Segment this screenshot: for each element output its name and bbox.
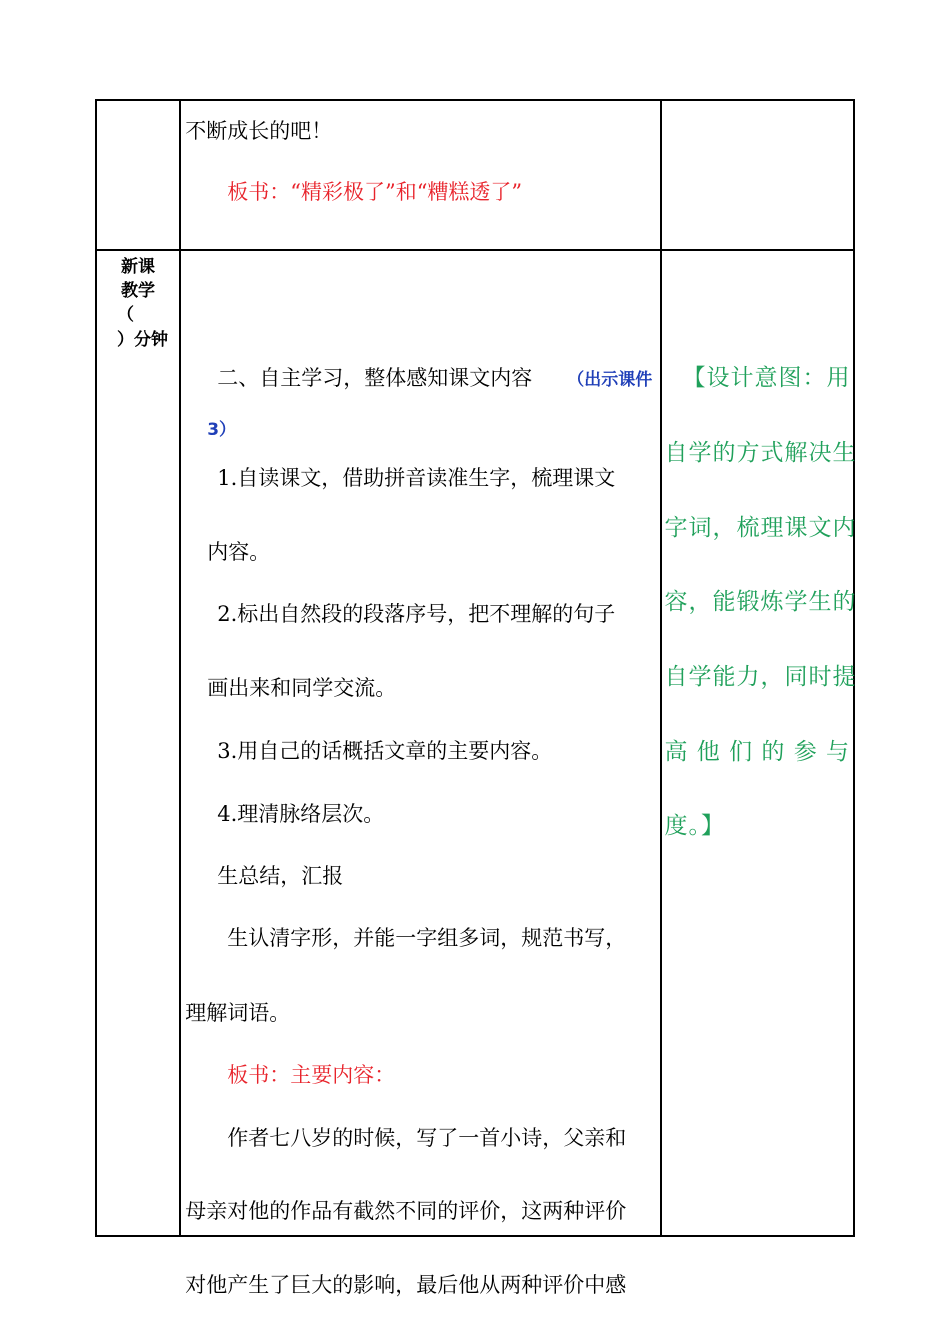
design-intent-line3: 字词，梳理课文内 (664, 515, 857, 541)
lesson-plan-table (95, 99, 857, 1297)
student-words-line2: 理解词语。 (185, 1001, 291, 1025)
table-row (96, 250, 854, 1236)
stage-cell-empty (96, 100, 180, 250)
step2-line2: 画出来和同学交流。 (207, 676, 397, 700)
stage-label-line2: 教学 (121, 281, 155, 301)
step4: 4.理清脉络层次。 (217, 802, 385, 826)
stage-label-line3: （ (117, 305, 134, 325)
summary-line1: 作者七八岁的时候，写了一首小诗，父亲和 (227, 1126, 627, 1150)
step1-line1: 1.自读课文，借助拼音读准生字，梳理课文 (217, 466, 616, 490)
design-cell-empty (661, 100, 854, 250)
board-main-content: 板书：主要内容： (227, 1063, 396, 1087)
student-summary: 生总结，汇报 (217, 864, 344, 888)
content-cell (180, 100, 661, 250)
courseware-ref-cont: 3） (207, 420, 237, 440)
student-words-line1: 生认清字形，并能一字组多词，规范书写， (227, 926, 627, 950)
step1-line2: 内容。 (207, 540, 271, 564)
section-title: 二、自主学习，整体感知课文内容 (217, 366, 533, 390)
design-intent-line2: 自学的方式解决生 (664, 440, 857, 466)
summary-line3: 对他产生了巨大的影响，最后他从两种评价中感 (185, 1273, 627, 1297)
summary-line2: 母亲对他的作品有截然不同的评价，这两种评价 (185, 1199, 627, 1223)
step3: 3.用自己的话概括文章的主要内容。 (217, 739, 553, 763)
step2-line1: 2.标出自然段的段落序号，把不理解的句子 (217, 602, 616, 626)
stage-label-line1: 新课 (121, 257, 155, 277)
table-row (96, 100, 854, 250)
stage-label-line4: ）分钟 (117, 330, 168, 350)
courseware-ref: （出示课件 (567, 370, 653, 390)
content-cell (180, 250, 661, 1297)
text-continuation: 不断成长的吧！ (185, 119, 333, 143)
design-intent-line1: 【设计意图：用 (682, 365, 851, 391)
board-note: 板书：“精彩极了”和“糟糕透了” (227, 180, 523, 204)
design-intent-line7: 度。】 (664, 813, 725, 839)
design-intent-line4: 容，能锻炼学生的 (664, 589, 857, 615)
design-intent-line5: 自学能力，同时提 (664, 664, 857, 690)
design-intent-cell (661, 250, 857, 1236)
stage-cell (96, 250, 180, 1236)
design-intent-line6: 高 他 们 的 参 与 (664, 739, 851, 765)
